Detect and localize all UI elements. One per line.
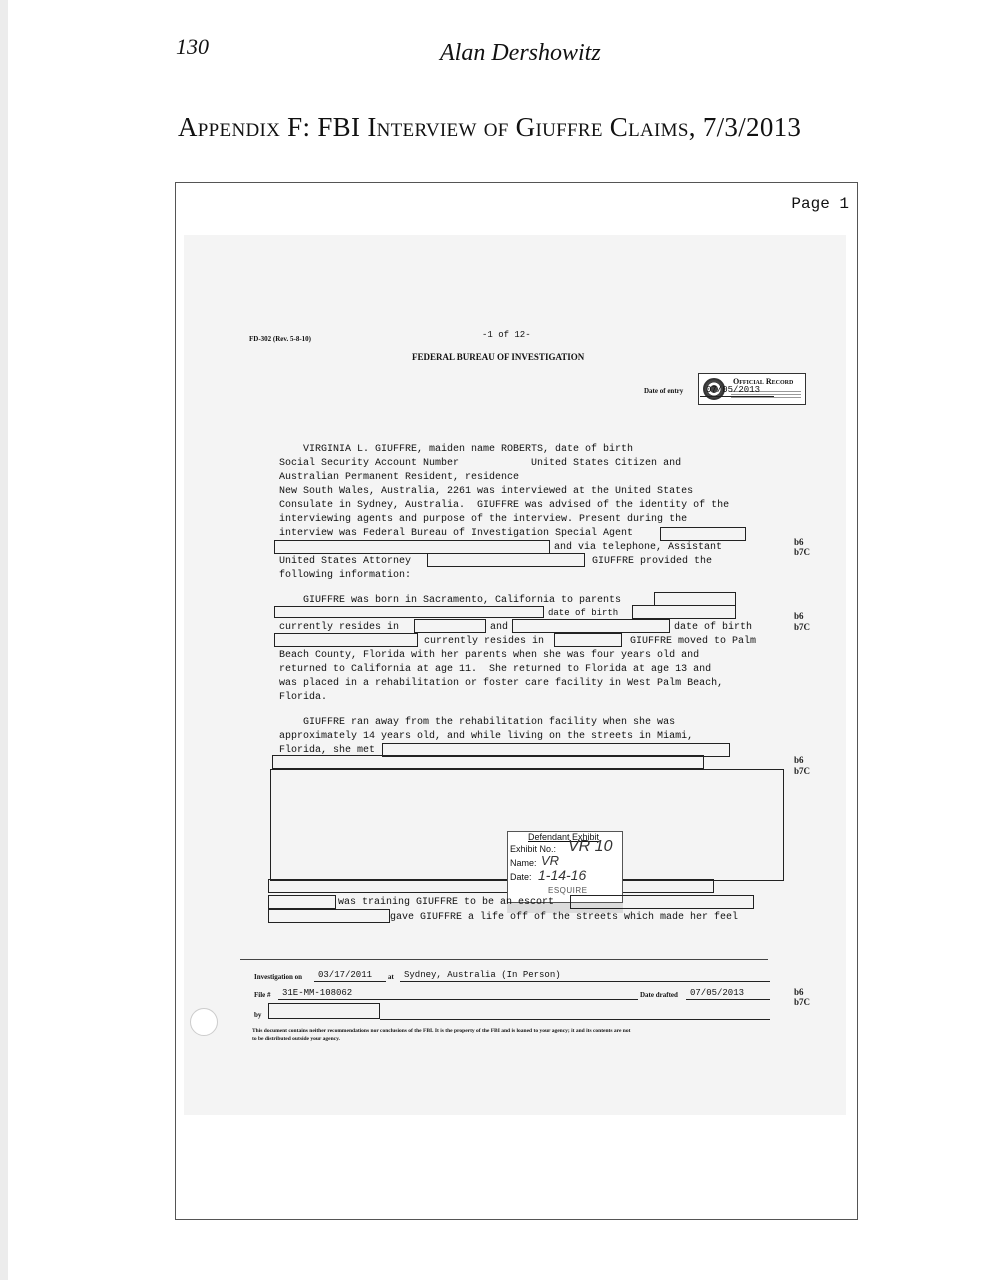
file-number-label: File # bbox=[254, 991, 271, 999]
redaction-box bbox=[632, 605, 736, 619]
esquire-logo: ESQUIRE bbox=[548, 886, 588, 895]
exemption-code-b7c: b7C bbox=[794, 997, 811, 1007]
exemption-code-b6: b6 bbox=[794, 611, 804, 621]
by-label: by bbox=[254, 1011, 262, 1019]
exemption-code-b6: b6 bbox=[794, 755, 804, 765]
p1-tail-2b: GIUFFRE provided the bbox=[592, 556, 713, 567]
footer-rule bbox=[240, 959, 768, 960]
form-code: FD-302 (Rev. 5-8-10) bbox=[249, 335, 312, 343]
p1-line: New South Wales, Australia, 2261 was interviewed at the United States bbox=[279, 486, 694, 497]
exhibit-title: Defendant Exhibit bbox=[528, 832, 600, 842]
redaction-box bbox=[414, 619, 486, 633]
p3-line: GIUFFRE ran away from the rehabilitation facility when she was bbox=[279, 717, 676, 728]
redaction-box bbox=[268, 895, 336, 909]
p1-line: VIRGINIA L. GIUFFRE, maiden name ROBERTS, date of birth bbox=[279, 444, 634, 455]
p1-tail-1: and via telephone, Assistant bbox=[554, 542, 723, 553]
p2-moved: GIUFFRE moved to Palm bbox=[630, 636, 757, 647]
p1-tail-2a: United States Attorney bbox=[279, 556, 412, 567]
document-frame bbox=[175, 182, 858, 1220]
date-of-entry-label: Date of entry bbox=[644, 387, 684, 395]
disclaimer-line: to be distributed outside your agency. bbox=[252, 1036, 340, 1042]
p2-and: and bbox=[490, 622, 509, 633]
exhibit-date-label: Date: bbox=[510, 872, 532, 882]
date-of-entry: 07/05/2013 bbox=[706, 385, 761, 395]
p2-line: Florida. bbox=[279, 692, 328, 703]
disclaimer-line: This document contains neither recommendations nor conclusions of the FBI. It is the property of the FBI and is loaned to your agency; it and its contents are not bbox=[252, 1028, 631, 1034]
redaction-box bbox=[268, 909, 390, 923]
exemption-code-b7c: b7C bbox=[794, 766, 811, 776]
page-number: 130 bbox=[176, 34, 209, 59]
stamp-title: Official Record bbox=[733, 377, 794, 386]
by-line bbox=[380, 1019, 770, 1020]
p3-line: Florida, she met bbox=[279, 745, 376, 756]
redaction-box bbox=[274, 606, 544, 618]
location-line bbox=[400, 981, 770, 982]
redaction-box bbox=[512, 619, 670, 633]
redaction-box bbox=[570, 895, 754, 909]
redaction-box bbox=[554, 633, 622, 647]
punch-hole bbox=[190, 1008, 218, 1036]
exhibit-no-value: VR 10 bbox=[568, 838, 613, 855]
fbi-disclaimer bbox=[252, 1027, 792, 1043]
p1-line: Consulate in Sydney, Australia. GIUFFRE was advised of the identity of the bbox=[279, 500, 730, 511]
investigation-date: 03/17/2011 bbox=[318, 970, 373, 980]
running-head: Alan Dershowitz bbox=[440, 40, 601, 66]
p2-date-of-birth: date of birth bbox=[548, 608, 619, 618]
p2-line-1: GIUFFRE was born in Sacramento, California to parents bbox=[279, 595, 622, 606]
p4-b: gave GIUFFRE a life off of the streets which made her feel bbox=[390, 912, 739, 923]
redaction-box bbox=[268, 879, 714, 893]
appendix-title-prefix: Appendix F: bbox=[178, 112, 311, 142]
exemption-code-b7c: b7C bbox=[794, 622, 811, 632]
page-gutter bbox=[0, 0, 8, 1280]
exemption-code-b6: b6 bbox=[794, 987, 804, 997]
investigation-date-line bbox=[314, 981, 386, 982]
appendix-title bbox=[178, 112, 801, 143]
appendix-title-date: , 7/3/2013 bbox=[688, 112, 802, 142]
p1-line: interview was Federal Bureau of Investigation Special Agent bbox=[279, 528, 634, 539]
p3-line: approximately 14 years old, and while living on the streets in Miami, bbox=[279, 731, 694, 742]
exemption-code-b7c: b7C bbox=[794, 547, 811, 557]
p2-line: was placed in a rehabilitation or foster care facility in West Palm Beach, bbox=[279, 678, 724, 689]
scanned-fd302 bbox=[184, 235, 846, 1115]
appendix-title-main: FBI Interview of Giuffre Claims bbox=[317, 112, 689, 142]
p2-line: Beach County, Florida with her parents when she was four years old and bbox=[279, 650, 700, 661]
defendant-exhibit-sticker bbox=[507, 831, 623, 903]
file-number-line bbox=[278, 999, 638, 1000]
p1-line: interviewing agents and purpose of the interview. Present during the bbox=[279, 514, 688, 525]
redaction-box bbox=[272, 755, 704, 769]
p2-dob2: date of birth bbox=[674, 622, 753, 633]
exhibit-date-value: 1-14-16 bbox=[538, 867, 587, 883]
exhibit-name-value: VR bbox=[541, 853, 560, 868]
date-drafted-label: Date drafted bbox=[640, 991, 678, 999]
p1-line: Australian Permanent Resident, residence bbox=[279, 472, 520, 483]
agency-name: FEDERAL BUREAU OF INVESTIGATION bbox=[412, 352, 585, 362]
file-number: 31E-MM-108062 bbox=[282, 988, 353, 998]
page-label: Page 1 bbox=[791, 195, 849, 213]
p2-resides2: currently resides in bbox=[424, 636, 545, 647]
redaction-box bbox=[427, 553, 585, 567]
page-of: -1 of 12- bbox=[482, 330, 531, 340]
exhibit-name-label: Name: bbox=[510, 858, 537, 868]
date-of-entry-line bbox=[700, 396, 774, 397]
paragraph-2-rest bbox=[279, 649, 723, 705]
p2-line: returned to California at age 11. She returned to Florida at age 13 and bbox=[279, 664, 712, 675]
exhibit-no-label: Exhibit No.: bbox=[510, 844, 557, 854]
p2-resides: currently resides in bbox=[279, 622, 400, 633]
redaction-box bbox=[274, 633, 418, 647]
investigation-on-label: Investigation on bbox=[254, 973, 303, 981]
at-label: at bbox=[388, 973, 394, 981]
p1-line: Social Security Account Number United States Citizen and bbox=[279, 458, 682, 469]
date-drafted-line bbox=[686, 999, 770, 1000]
date-drafted: 07/05/2013 bbox=[690, 988, 745, 998]
redaction-box bbox=[654, 592, 736, 606]
exemption-code-b6: b6 bbox=[794, 537, 804, 547]
redaction-box bbox=[268, 1003, 380, 1019]
redaction-box bbox=[660, 527, 746, 541]
redaction-box bbox=[274, 540, 550, 554]
p1-tail-3: following information: bbox=[279, 570, 412, 581]
investigation-location: Sydney, Australia (In Person) bbox=[404, 970, 561, 980]
p4-a: was training GIUFFRE to be an escort bbox=[338, 897, 555, 908]
